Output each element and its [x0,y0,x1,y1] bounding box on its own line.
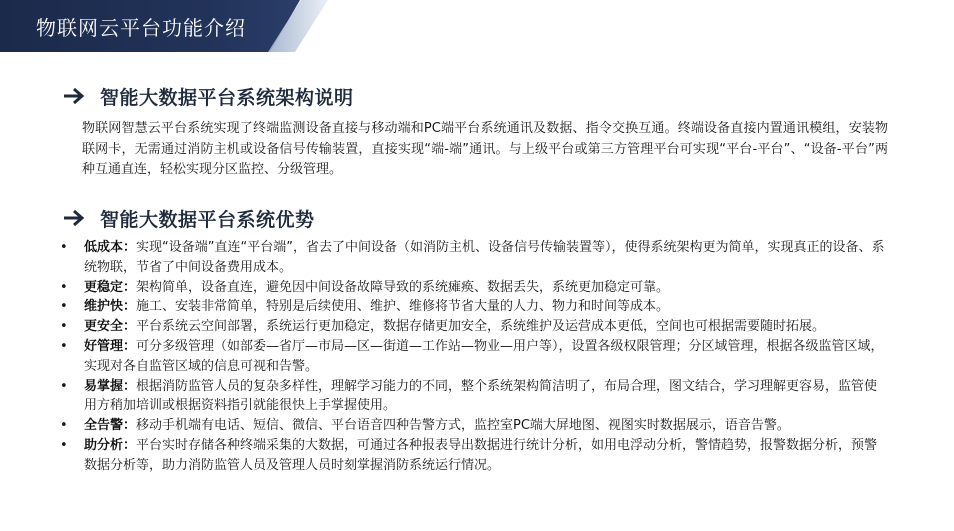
list-item [60,436,890,476]
section-title: 智能大数据平台系统优势 [100,208,315,231]
advantage-label: 易掌握： [84,378,137,394]
bullet: • [60,338,68,354]
advantage-text: 可分多级管理（如部委—省厅—市局—区—街道—工作站—物业—用户等），设置各级权限管理；分区域管理，根据各级监管区域，实现对各自监管区域的信息可视和告警。 [84,338,884,374]
list-item [60,337,890,377]
list-item [60,377,890,417]
advantage-label: 全告警： [84,418,137,434]
advantage-text: 平台系统云空间部署，系统运行更加稳定，数据存储更加安全，系统维护及运营成本更低，空间也可根据需要随时拓展。 [136,319,826,335]
list-item [60,416,890,436]
bullet: • [60,299,68,315]
bullet: • [60,378,68,394]
advantage-label: 好管理： [84,338,137,354]
advantage-text: 实现“设备端”直连“平台端”，省去了中间设备（如消防主机、设备信号传输装置等），使得系统架构更为简单，实现真正的设备、系统物联，节省了中间设备费用成本。 [84,240,885,275]
page-title: 物联网云平台功能介绍 [36,16,246,40]
list-item [60,278,890,298]
bullet: • [60,437,68,453]
bullet: • [60,279,68,295]
advantage-text: 移动手机端有电话、短信、微信、平台语音四种告警方式，监控室PC端大屏地图、视图实时数据展示，语音告警。 [136,418,790,434]
advantage-label: 低成本： [84,240,137,255]
section-title: 智能大数据平台系统架构说明 [100,86,354,109]
advantage-text: 根据消防监管人员的复杂多样性，理解学习能力的不同，整个系统架构简洁明了，布局合理，图文结合，学习理解更容易，监管使用方稍加培训或根据资料指引就能很快上手掌握使用。 [84,378,878,414]
advantage-label: 更安全： [84,319,137,335]
section-architecture-heading [62,81,354,111]
list-item [60,297,890,317]
advantage-text: 平台实时存储各种终端采集的大数据，可通过各种报表导出数据进行统计分析，如用电浮动分析，警情趋势，报警数据分析，预警数据分析等，助力消防监管人员及管理人员时刻掌握消防系统运行情况。 [84,437,878,473]
header-bar [0,0,954,52]
advantage-label: 维护快： [84,299,137,315]
arrow-right-icon [62,208,86,228]
arrow-right-icon [62,86,86,106]
bullet: • [60,319,68,335]
advantage-text: 架构简单，设备直连，避免因中间设备故障导致的系统瘫痪、数据丢失，系统更加稳定可靠。 [136,279,670,295]
bullet: • [60,240,68,255]
bullet: • [60,418,68,434]
advantage-label: 助分析： [84,437,137,453]
section-advantages-heading [62,203,315,233]
list-item [60,317,890,337]
advantage-label: 更稳定： [84,279,137,295]
architecture-description: 物联网智慧云平台系统实现了终端监测设备直接与移动端和PC端平台系统通讯及数据、指令交换互通。终端设备直接内置通讯模组，安装物联网卡，无需通过消防主机或设备信号传输装置，直接实现“端-端”通讯。与上级平台或第三方管理平台可实现“平台-平台”、“设备-平台”两种互通直连，轻松实现分区监控、分级管理。 [82,121,888,177]
advantage-text: 施工、安装非常简单，特别是后续使用、维护、维修将节省大量的人力、物力和时间等成本。 [136,299,670,315]
list-item [60,238,890,278]
advantages-list [60,238,890,476]
